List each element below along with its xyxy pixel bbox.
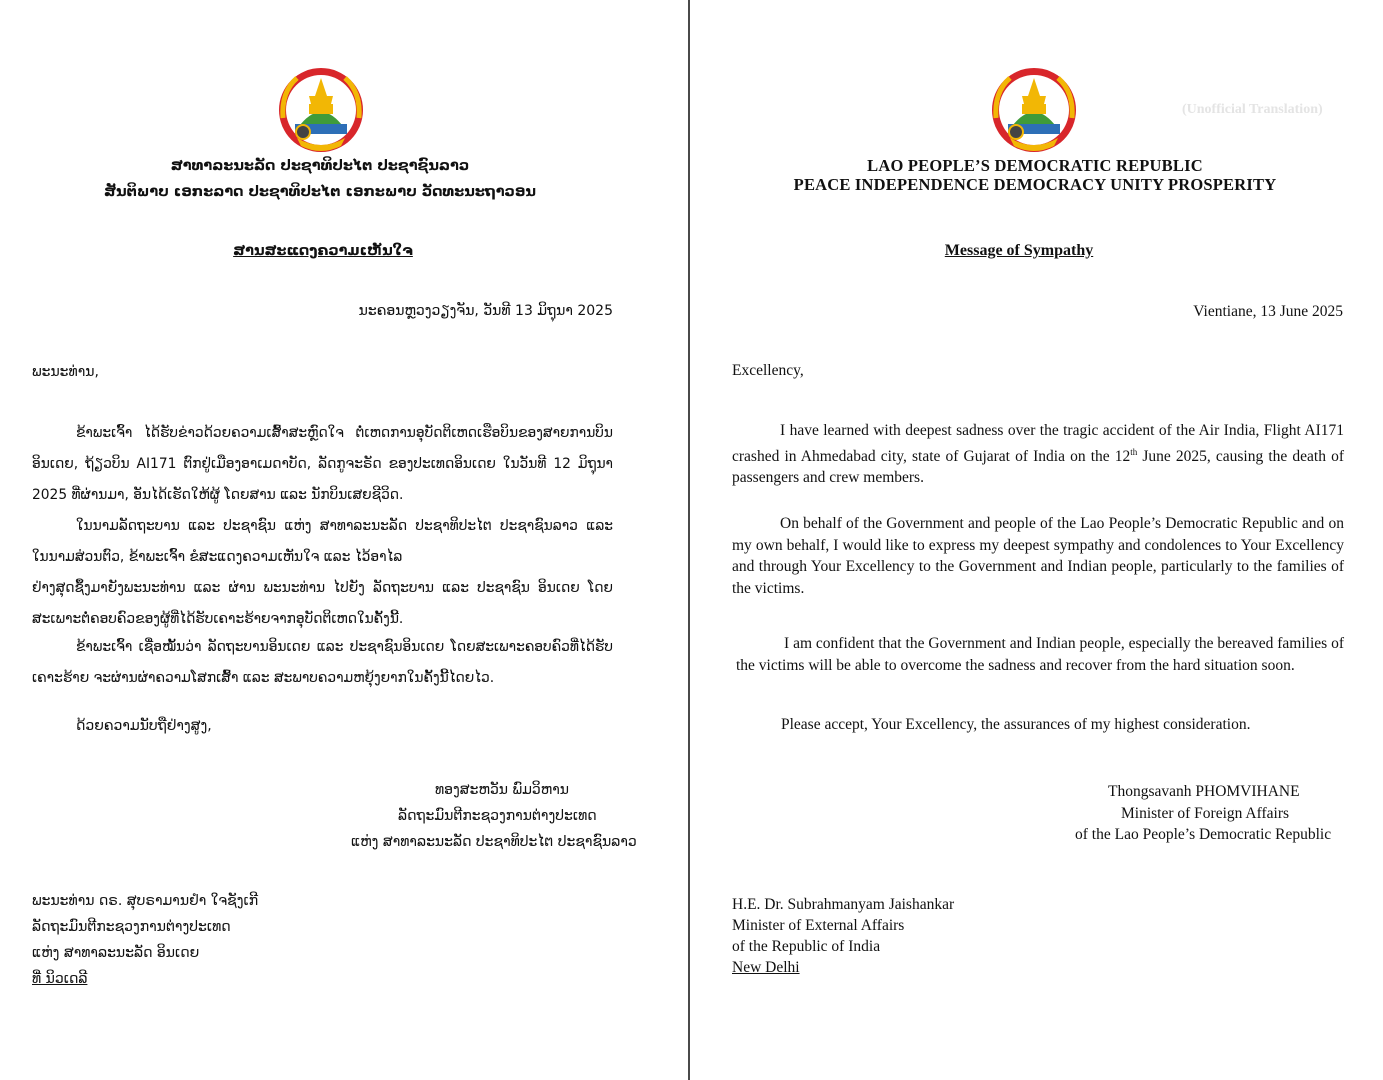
lao-emblem-icon (988, 62, 1080, 154)
en-paragraph-1-superscript: th (1130, 446, 1138, 457)
lao-header-line2: ສັນຕິພາບ ເອກະລາດ ປະຊາທິປະໄຕ ເອກະພາບ ວັດທະນະຖາວອນ (104, 184, 536, 200)
en-place-date: Vientiane, 13 June 2025 (1193, 303, 1343, 320)
lao-letter (0, 0, 688, 1080)
lao-paragraph-2-line-2: ຢ່າງສຸດຊຶ້ງມາຍັງພະນະທ່ານ ແລະ ຜ່ານ ພະນະທ່ານ ໄປຍັງ ລັດຖະບານ ແລະ ປະຊາຊົນ ອິນເດຍ ໂດຍສະເພາະຕໍ່ຄອບຄົວຂອງຜູ້ທີ່ໄດ້ຮັບເຄາະຮ້າຍຈາກອຸບັດຕິເຫດໃນຄັ້ງນີ້. (32, 580, 613, 627)
en-paragraph-4: Please accept, Your Excellency, the assurances of my highest consideration. (781, 716, 1251, 733)
lao-recipient-line-3: ແຫ່ງ ສາທາລະນະລັດ ອິນເດຍ (32, 945, 200, 961)
en-paragraph-3: I am confident that the Government and Indian people, especially the bereaved families of the victims will be able to overcome the sadness and recover from the hard situation soon. (736, 635, 1344, 674)
lao-paragraph-3: ຂ້າພະເຈົ້າ ເຊື່ອໝັ້ນວ່າ ລັດຖະບານອິນເດຍ ແລະ ປະຊາຊົນອິນເດຍ ໂດຍສະເພາະຄອບຄົວທີ່ໄດ້ຮັບເຄາະຮ້າຍ ຈະຜ່ານຜ່າຄວາມໂສກເສົ້າ ແລະ ສະພາບຄວາມຫຍຸ້ງຍາກໃນຄັ້ງນີ້ໄດຍໄວ. (32, 639, 613, 686)
lao-header-line1: ສາທາລະນະລັດ ປະຊາທິປະໄຕ ປະຊາຊົນລາວ (170, 158, 470, 174)
lao-place-date: ນະຄອນຫຼວງວຽງຈັນ, ວັນທີ 13 ມິຖຸນາ 2025 (358, 303, 613, 319)
lao-recipient-line-4: ທີ່ ນິວເດລີ (32, 971, 88, 987)
en-header-line1: LAO PEOPLE’S DEMOCRATIC REPUBLIC (867, 156, 1203, 175)
lao-paragraph-2 (32, 511, 613, 635)
en-signer-title-2: of the Lao People’s Democratic Republic (1075, 826, 1332, 843)
en-recipient-line-1: H.E. Dr. Subrahmanyam Jaishankar (732, 896, 955, 913)
en-paragraph-1-text-end: June 2025, causing the death of passengers and crew members. (732, 447, 1344, 487)
en-recipient-line-2: Minister of External Affairs (732, 917, 905, 934)
lao-signer-name: ທອງສະຫວັນ ພົມວິຫານ (435, 782, 569, 798)
watermark-text: (Unofficial Translation) (1182, 102, 1323, 117)
lao-closing: ດ້ວຍຄວາມນັບຖືຢ່າງສູງ, (76, 718, 212, 734)
lao-signer-title-1: ລັດຖະມົນຕີກະຊວງການຕ່າງປະເທດ (398, 808, 597, 824)
en-recipient-line-3: of the Republic of India (732, 938, 881, 955)
en-header-line2: PEACE INDEPENDENCE DEMOCRACY UNITY PROSPERITY (793, 175, 1277, 194)
lao-recipient-line-1: ພະນະທ່ານ ດຣ. ສຸບຣາມານຢຳ ໃຈຊັງເກີ (32, 893, 259, 909)
en-signer-name: Thongsavanh PHOMVIHANE (1108, 783, 1300, 800)
lao-title: ສານສະແດງຄວາມເຫັນໃຈ (233, 243, 413, 259)
lao-recipient-line-2: ລັດຖະມົນຕີກະຊວງການຕ່າງປະເທດ (32, 919, 231, 935)
lao-emblem-icon (275, 62, 367, 154)
en-title: Message of Sympathy (944, 242, 1094, 259)
en-recipient-line-4: New Delhi (732, 959, 800, 976)
en-salutation: Excellency, (732, 362, 804, 379)
english-letter (690, 0, 1383, 1080)
lao-signer-title-2: ແຫ່ງ ສາທາລະນະລັດ ປະຊາທິປະໄຕ ປະຊາຊົນລາວ (351, 834, 637, 850)
en-paragraph-1 (732, 420, 1344, 489)
en-paragraph-2: On behalf of the Government and people of the Lao People’s Democratic Republic and on my own behalf, I would like to express my deepest sympathy and condolences to Your Excellency and through Your Excellency to the Government and Indian people, particularly to the families of the victims. (732, 515, 1344, 597)
lao-paragraph-1: ຂ້າພະເຈົ້າ ໄດ້ຮັບຂ່າວດ້ວຍຄວາມເສົ້າສະຫຼົດໃຈ ຕໍ່ເຫດການອຸບັດຕິເຫດເຮືອບິນຂອງສາຍການບິນອິນເດຍ, ຖ້ຽວບິນ AI171 ຕົກຢູ່ເມືອງອາເມດາບັດ, ລັດກູຈະຣັດ ຂອງປະເທດອິນເດຍ ໃນວັນທີ 12 ມິຖຸນາ 2025 ທີ່ຜ່ານມາ, ອັນໄດ້ເຮັດໃຫ້ຜູ້ ໂດຍສານ ແລະ ນັກບິນເສຍຊີວິດ. (32, 425, 613, 503)
en-paragraph-1-text: I have learned with deepest sadness over the tragic accident of the Air India, Flight AI171 crashed in Ahmedabad city, state of Gujarat of India on the 12 (732, 422, 1344, 465)
lao-salutation: ພະນະທ່ານ, (32, 364, 99, 380)
lao-paragraph-2-line-1: ໃນນາມລັດຖະບານ ແລະ ປະຊາຊົນ ແຫ່ງ ສາທາລະນະລັດ ປະຊາທິປະໄຕ ປະຊາຊົນລາວ ແລະ ໃນນາມສ່ວນຕົວ, ຂ້າພະເຈົ້າ ຂໍສະແດງຄວາມເຫັນໃຈ ແລະ ໄວ້ອາໄລ (32, 518, 613, 565)
en-signer-title-1: Minister of Foreign Affairs (1121, 805, 1290, 822)
